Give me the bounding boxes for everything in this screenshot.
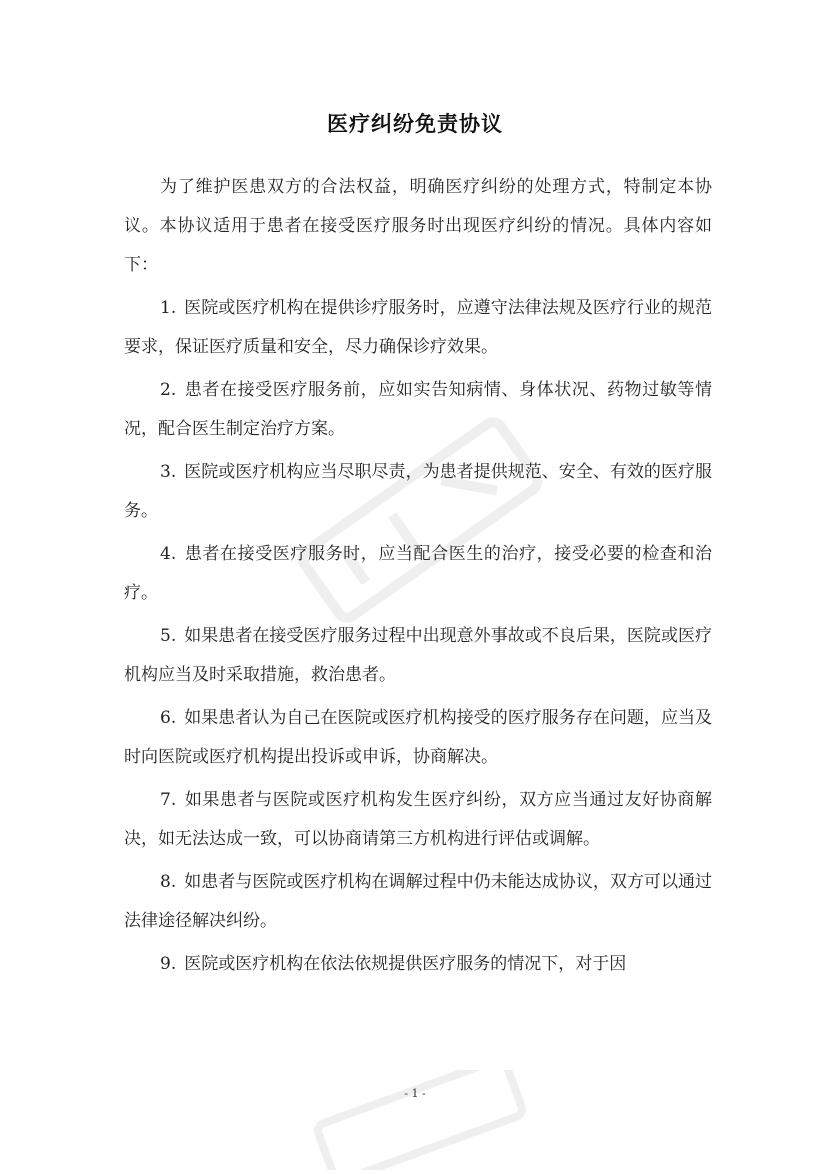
item-number: 7. (160, 790, 177, 810)
list-item (124, 289, 712, 367)
item-number: 4. (160, 544, 177, 564)
watermark-icon (300, 1070, 540, 1170)
list-item (124, 781, 712, 859)
list-item (124, 863, 712, 941)
document-body (124, 168, 712, 988)
item-text: 如患者与医院或医疗机构在调解过程中仍未能达成协议，双方可以通过法律途径解决纠纷。 (124, 872, 712, 931)
page-number: - 1 - (404, 1087, 426, 1100)
item-text: 如果患者在接受医疗服务过程中出现意外事故或不良后果，医院或医疗机构应当及时采取措施，救治患者。 (124, 626, 712, 685)
item-number: 6. (160, 708, 177, 728)
item-text: 医院或医疗机构在依法依规提供医疗服务的情况下，对于因 (184, 954, 627, 974)
item-number: 5. (160, 626, 177, 646)
list-item (124, 945, 712, 984)
item-number: 3. (160, 462, 177, 482)
item-text: 如果患者与医院或医疗机构发生医疗纠纷，双方应当通过友好协商解决，如无法达成一致，可以协商请第三方机构进行评估或调解。 (124, 790, 712, 849)
list-item (124, 535, 712, 613)
list-item (124, 699, 712, 777)
item-number: 2. (160, 380, 177, 400)
document-title: 医疗纠纷免责协议 (327, 111, 503, 136)
list-item (124, 371, 712, 449)
item-text: 患者在接受医疗服务前，应如实告知病情、身体状况、药物过敏等情况，配合医生制定治疗方案。 (124, 380, 712, 439)
item-number: 8. (160, 872, 177, 892)
item-text: 医院或医疗机构应当尽职尽责，为患者提供规范、安全、有效的医疗服务。 (124, 462, 712, 521)
item-number: 9. (160, 954, 177, 974)
list-item (124, 617, 712, 695)
item-text: 如果患者认为自己在医院或医疗机构接受的医疗服务存在问题，应当及时向医院或医疗机构提出投诉或申诉，协商解决。 (124, 708, 712, 767)
item-number: 1. (160, 298, 177, 318)
list-item (124, 453, 712, 531)
intro-paragraph: 为了维护医患双方的合法权益，明确医疗纠纷的处理方式，特制定本协议。本协议适用于患者在接受医疗服务时出现医疗纠纷的情况。具体内容如下： (124, 177, 712, 275)
item-text: 患者在接受医疗服务时，应当配合医生的治疗，接受必要的检查和治疗。 (124, 544, 712, 603)
item-text: 医院或医疗机构在提供诊疗服务时，应遵守法律法规及医疗行业的规范要求，保证医疗质量和安全，尽力确保诊疗效果。 (124, 298, 712, 357)
